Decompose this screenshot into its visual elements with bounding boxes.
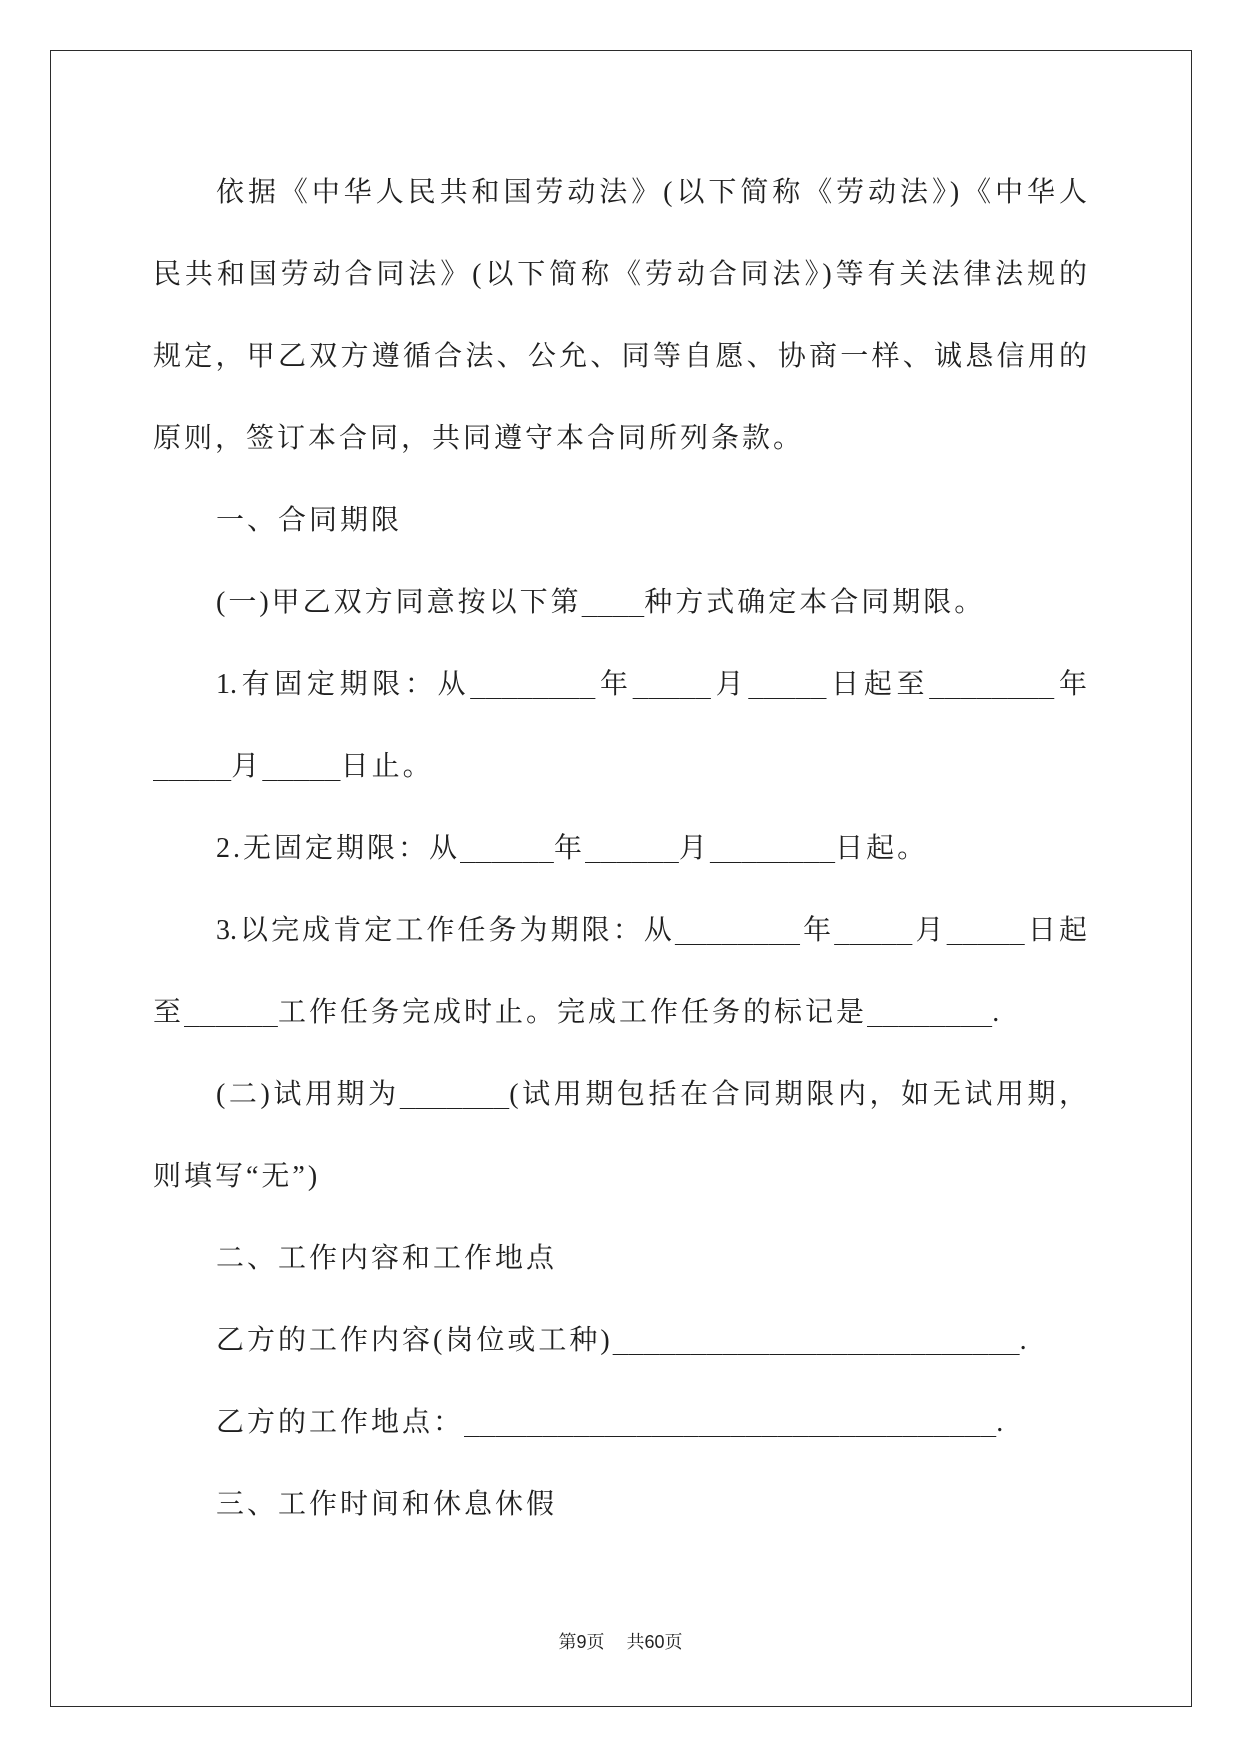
text-segment: 月 — [678, 833, 710, 864]
fill-in-blank: ________ — [709, 834, 836, 864]
text-line — [153, 972, 1087, 1054]
fill-in-blank: _____ — [632, 670, 711, 700]
text-segment: (试用期包括在合同期限内，如无试用期， — [509, 1079, 1088, 1110]
text-segment: 二、工作内容和工作地点 — [216, 1243, 558, 1274]
fill-in-blank: __________________________ — [612, 1326, 1020, 1356]
fill-in-blank: ________ — [929, 670, 1055, 700]
text-segment: 乙方的工作地点： — [216, 1407, 465, 1438]
text-segment: 日止。 — [340, 751, 434, 782]
fill-in-blank: ________ — [470, 670, 596, 700]
text-line — [153, 1054, 1087, 1136]
text-line — [153, 1300, 1087, 1382]
fill-in-blank: ______ — [460, 834, 554, 864]
fill-in-blank: ______ — [184, 998, 278, 1028]
text-line — [153, 1136, 1087, 1218]
fill-in-blank: ________ — [674, 916, 801, 946]
current-page-label: 第9页 — [558, 1632, 605, 1652]
text-segment: 日起 — [1024, 915, 1087, 946]
text-line — [153, 316, 1087, 398]
section-heading — [153, 480, 1087, 562]
text-line — [153, 234, 1087, 316]
fill-in-blank: _____ — [946, 916, 1025, 946]
fill-in-blank: ______ — [584, 834, 679, 864]
text-segment: 月 — [710, 669, 749, 700]
fill-in-blank: _____ — [262, 752, 341, 782]
fill-in-blank: ________ — [866, 998, 993, 1028]
text-segment: (一)甲乙双方同意按以下第 — [216, 587, 582, 618]
fill-in-blank: ____ — [581, 588, 645, 618]
text-line — [153, 890, 1087, 972]
text-segment: 一、合同期限 — [216, 505, 403, 536]
page-footer — [0, 1630, 1241, 1654]
text-segment: 3.以完成肯定工作任务为期限：从 — [216, 915, 675, 946]
text-segment: 2.无固定期限：从 — [216, 833, 461, 864]
text-line — [153, 808, 1087, 890]
text-segment: (二)试用期为 — [216, 1079, 400, 1110]
text-line — [153, 152, 1087, 234]
text-segment: 日起至 — [826, 669, 930, 700]
text-segment: 依据《中华人民共和国劳动法》(以下简称《劳动法》)《中华人 — [216, 177, 1087, 208]
text-line — [153, 562, 1087, 644]
fill-in-blank: _____ — [748, 670, 827, 700]
text-segment: 年 — [595, 669, 633, 700]
text-segment: 年 — [1054, 669, 1087, 700]
text-segment: 民共和国劳动合同法》(以下简称《劳动合同法》)等有关法律法规的 — [153, 259, 1087, 290]
fill-in-blank: _____ — [153, 752, 232, 782]
text-segment: 月 — [912, 915, 947, 946]
text-line — [153, 1382, 1087, 1464]
text-segment: 至 — [153, 997, 185, 1028]
text-segment: 种方式确定本合同期限。 — [644, 587, 986, 618]
text-segment: 则填写“无”) — [153, 1161, 321, 1192]
fill-in-blank: _______ — [399, 1080, 510, 1110]
text-segment: . — [1019, 1325, 1030, 1356]
fill-in-blank: __________________________________ — [464, 1408, 997, 1438]
total-pages-label: 共60页 — [626, 1632, 683, 1652]
section-heading — [153, 1464, 1087, 1546]
text-segment: 乙方的工作内容(岗位或工种) — [216, 1325, 613, 1356]
text-segment: 年 — [800, 915, 835, 946]
text-segment: 三、工作时间和休息休假 — [216, 1489, 558, 1520]
section-heading — [153, 1218, 1087, 1300]
text-segment: 月 — [231, 751, 263, 782]
document-body — [153, 152, 1087, 1546]
text-segment: . — [996, 1407, 1007, 1438]
text-segment: 原则，签订本合同，共同遵守本合同所列条款。 — [153, 423, 805, 454]
text-segment: 规定，甲乙双方遵循合法、公允、同等自愿、协商一样、诚恳信用的 — [153, 341, 1087, 372]
text-line — [153, 398, 1087, 480]
text-segment: 日起。 — [835, 833, 929, 864]
text-segment: 1.有固定期限：从 — [216, 669, 471, 700]
text-segment: 工作任务完成时止。完成工作任务的标记是 — [277, 997, 867, 1028]
text-segment: 年 — [553, 833, 585, 864]
text-line — [153, 726, 1087, 808]
text-segment: . — [992, 997, 1003, 1028]
fill-in-blank: _____ — [834, 916, 913, 946]
text-line — [153, 644, 1087, 726]
